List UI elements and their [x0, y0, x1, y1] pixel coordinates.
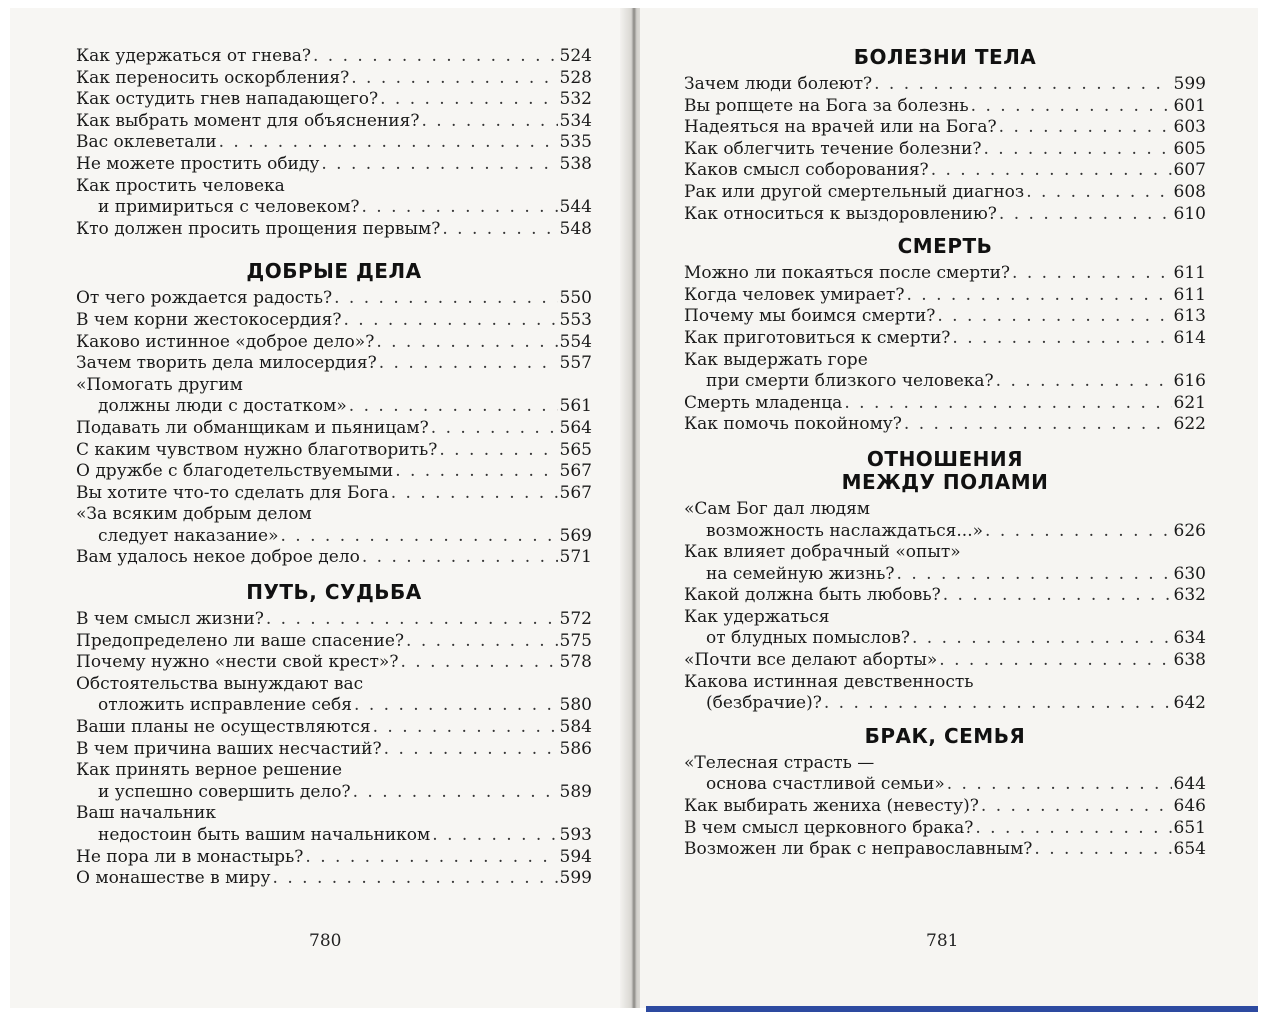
toc-page-number: 561: [559, 396, 592, 417]
leader-dots: [313, 46, 558, 68]
toc-page-number: 622: [1173, 414, 1206, 435]
leader-dots: [361, 197, 557, 219]
toc-page-number: 565: [559, 439, 592, 460]
toc-entry-title: Возможен ли брак с неправославным?: [684, 839, 1033, 860]
toc-entry: [684, 818, 1206, 840]
left-page: [10, 8, 628, 1008]
leader-dots: [442, 219, 557, 241]
toc-entry-title: Рак или другой смертельный диагноз: [684, 181, 1025, 202]
toc-entry-title: Когда человек умирает?: [684, 284, 905, 305]
toc-entry-title: Зачем люди болеют?: [684, 74, 873, 94]
toc-entry-title: Как переносить оскорбления?: [76, 67, 350, 88]
toc-entry-title: В чем смысл жизни?: [76, 609, 264, 630]
toc-page-number: 535: [559, 132, 592, 153]
toc-section: [76, 46, 592, 240]
toc-entry-title: Как облегчить течение болезни?: [684, 138, 982, 159]
toc-entry-row: [684, 74, 1206, 96]
leader-dots: [874, 74, 1171, 96]
toc-entry-title-line: «Телесная страсть —: [684, 752, 875, 773]
toc-entry-row: [76, 353, 592, 375]
toc-entry: [684, 542, 1206, 585]
toc-entry: [76, 868, 592, 890]
toc-page-number: 605: [1173, 138, 1206, 159]
toc-entry: [76, 461, 592, 483]
toc-entry-title: Как приготовиться к смерти?: [684, 327, 951, 348]
toc-page-number: 528: [559, 67, 592, 88]
toc-entry-row: [76, 609, 592, 631]
toc-entry: [76, 609, 592, 631]
toc-entry-title: О монашестве в миру: [76, 868, 271, 889]
toc-page-number: 654: [1173, 839, 1206, 860]
toc-page-number: 567: [559, 461, 592, 482]
toc-entry-title: Вас оклеветали: [76, 132, 217, 153]
toc-page-number: 603: [1173, 117, 1206, 138]
toc-entry: [76, 739, 592, 761]
toc-page-number: 594: [559, 846, 592, 867]
leader-dots: [431, 418, 558, 440]
toc-page-number: 578: [559, 652, 592, 673]
toc-entry-row: [76, 440, 592, 462]
toc-entry: [76, 375, 592, 418]
toc-entry-title-line: Как удержаться: [684, 606, 830, 627]
leader-dots: [391, 483, 558, 505]
toc-entry-row: [684, 285, 1206, 307]
toc-page-number: 569: [559, 525, 592, 546]
toc-entry-row: [684, 160, 1206, 182]
leader-dots: [912, 628, 1172, 650]
toc-entry-row: [684, 328, 1206, 350]
toc-entry-row: [76, 68, 592, 90]
leader-dots: [897, 564, 1172, 586]
toc-entry-title: Каков смысл соборования?: [684, 160, 929, 181]
toc-entry-row: [684, 650, 1206, 672]
toc-entry: [684, 607, 1206, 650]
toc-entry-title: Как остудить гнев нападающего?: [76, 89, 379, 110]
toc-entry-row: [684, 628, 1206, 650]
toc-entry: [76, 288, 592, 310]
toc-entry-title: Как помочь покойному?: [684, 414, 902, 435]
leader-dots: [844, 393, 1171, 415]
toc-page-number: 644: [1173, 774, 1206, 795]
leader-dots: [395, 461, 557, 483]
toc-entry-title: Можно ли покаяться после смерти?: [684, 263, 1011, 284]
toc-page-number: 638: [1173, 650, 1206, 671]
toc-entry-row: [684, 371, 1206, 393]
toc-page-number: 599: [559, 868, 592, 889]
toc-entry-row: [76, 332, 592, 354]
toc-entry-row: [684, 774, 1206, 796]
toc-entry-row: [76, 288, 592, 310]
toc-entry: [684, 204, 1206, 226]
toc-entry-title: недостоин быть вашим начальником: [98, 825, 431, 845]
leader-dots: [975, 818, 1171, 840]
toc-entry: [684, 285, 1206, 307]
toc-entry-title: Зачем творить дела милосердия?: [76, 353, 377, 374]
toc-entry: [76, 132, 592, 154]
toc-page-number: 575: [559, 630, 592, 651]
toc-entry: [76, 547, 592, 569]
toc-entry-title: основа счастливой семьи»: [706, 774, 945, 795]
toc-entry-title: Как относиться к выздоровлению?: [684, 203, 997, 224]
toc-entry-row: [76, 825, 592, 847]
toc-entry-title: От чего рождается радость?: [76, 288, 333, 309]
toc-page-number: 553: [559, 309, 592, 330]
leader-dots: [266, 609, 558, 631]
leader-dots: [384, 739, 558, 761]
toc-page-number: 538: [559, 153, 592, 174]
toc-page-number: 544: [559, 197, 592, 218]
toc-entry-row: [76, 483, 592, 505]
toc-page-number: 572: [559, 609, 592, 630]
toc-entry-row: [76, 717, 592, 739]
leader-dots: [983, 139, 1171, 161]
leader-dots: [1012, 263, 1172, 285]
toc-entry: [76, 111, 592, 133]
section-heading: БОЛЕЗНИ ТЕЛА: [853, 45, 1037, 69]
toc-entry-row: [76, 868, 592, 890]
toc-entry: [76, 717, 592, 739]
leader-dots: [981, 796, 1172, 818]
book-binding-edge: [646, 1006, 1258, 1012]
toc-entry: [684, 672, 1206, 715]
toc-entry-title: О дружбе с благодетельствуемыми: [76, 461, 394, 482]
leader-dots: [400, 652, 557, 674]
section-heading: ПУТЬ, СУДЬБА: [246, 580, 422, 605]
toc-entry: [684, 753, 1206, 796]
leader-dots: [971, 96, 1172, 118]
toc-entry-row: [76, 310, 592, 332]
toc-entry: [684, 306, 1206, 328]
section-heading: ОТНОШЕНИЯ: [866, 446, 1024, 471]
leader-dots: [343, 310, 557, 332]
toc-entry-title: Как выбирать жениха (невесту)?: [684, 796, 979, 817]
toc-page-number: 532: [559, 89, 592, 110]
toc-entry-row: [76, 739, 592, 761]
toc-entry-row: [684, 263, 1206, 285]
leader-dots: [351, 68, 557, 90]
toc-entry-row: [76, 111, 592, 133]
toc-entry-row: [76, 695, 592, 717]
toc-page-number: 608: [1173, 181, 1206, 202]
section-heading: СМЕРТЬ: [897, 234, 993, 259]
toc-page-number: 567: [559, 482, 592, 503]
section-heading-line2: МЕЖДУ ПОЛАМИ: [841, 469, 1049, 494]
toc-entry-title: Каково истинное «доброе дело»?: [76, 331, 375, 352]
leader-dots: [931, 160, 1172, 182]
toc-entry-row: [684, 839, 1206, 861]
toc-entry-title-line: Как принять верное решение: [76, 760, 343, 781]
left-toc-column: [76, 46, 592, 890]
toc-page-number: 614: [1173, 327, 1206, 348]
leader-dots: [985, 521, 1172, 543]
toc-entry-row: [76, 847, 592, 869]
toc-entry-title: следует наказание»: [98, 525, 279, 546]
leader-dots: [321, 154, 557, 176]
toc-entry-title-line: «За всяким добрым делом: [76, 504, 312, 525]
left-page-number: 780: [309, 931, 342, 951]
toc-entry-title: Вы хотите что-то сделать для Бога: [76, 482, 389, 503]
toc-page-number: 548: [559, 218, 592, 239]
toc-entry-row: [684, 117, 1206, 139]
toc-entry-title: Надеяться на врачей или на Бога?: [684, 117, 997, 138]
toc-entry-title: Как выбрать момент для объяснения?: [76, 110, 420, 131]
toc-page-number: 557: [559, 353, 592, 374]
toc-entry: [684, 74, 1206, 96]
toc-entry-title: Почему нужно «нести свой крест»?: [76, 652, 399, 673]
toc-entry: [684, 182, 1206, 204]
toc-entry-row: [76, 219, 592, 241]
toc-section: [684, 448, 1206, 715]
leader-dots: [406, 631, 558, 653]
toc-page-number: 630: [1173, 563, 1206, 584]
toc-entry-row: [76, 46, 592, 68]
leader-dots: [219, 132, 558, 154]
toc-entry-row: [684, 139, 1206, 161]
leader-dots: [349, 396, 558, 418]
toc-entry-row: [684, 818, 1206, 840]
leader-dots: [353, 782, 558, 804]
toc-entry: [76, 68, 592, 90]
toc-entry: [76, 674, 592, 717]
toc-entry-row: [684, 693, 1206, 715]
section-heading: БРАК, СЕМЬЯ: [864, 723, 1026, 748]
toc-page-number: 616: [1173, 371, 1206, 392]
toc-page-number: 601: [1173, 95, 1206, 116]
toc-page-number: 524: [559, 46, 592, 66]
leader-dots: [305, 847, 557, 869]
toc-entry: [684, 139, 1206, 161]
toc-entry-title: Какой должна быть любовь?: [684, 585, 941, 606]
leader-dots: [937, 306, 1171, 328]
toc-entry: [76, 310, 592, 332]
toc-entry-row: [76, 631, 592, 653]
toc-page-number: 611: [1173, 284, 1206, 305]
toc-entry-title: возможность наслаждаться...»: [706, 520, 984, 541]
toc-entry-title-line: Как влияет добрачный «опыт»: [684, 542, 961, 563]
toc-entry: [684, 393, 1206, 415]
toc-entry-row: [76, 89, 592, 111]
toc-entry-row: [76, 197, 592, 219]
toc-section: [76, 581, 592, 890]
toc-entry-title: при смерти близкого человека?: [706, 371, 994, 392]
leader-dots: [1034, 839, 1171, 861]
toc-page-number: 599: [1173, 74, 1206, 94]
leader-dots: [996, 371, 1172, 393]
toc-entry: [684, 650, 1206, 672]
toc-entry: [76, 418, 592, 440]
toc-entry-row: [684, 414, 1206, 436]
toc-entry: [76, 46, 592, 68]
toc-entry-title: Не пора ли в монастырь?: [76, 846, 304, 867]
toc-entry: [684, 350, 1206, 393]
toc-page-number: 621: [1173, 392, 1206, 413]
toc-section: [684, 46, 1206, 225]
toc-entry: [684, 328, 1206, 350]
leader-dots: [273, 868, 558, 890]
toc-entry-row: [76, 132, 592, 154]
toc-entry: [76, 440, 592, 462]
toc-page-number: 550: [559, 288, 592, 309]
toc-entry-row: [684, 585, 1206, 607]
leader-dots: [1026, 182, 1171, 204]
toc-entry-row: [76, 547, 592, 569]
leader-dots: [334, 288, 557, 310]
toc-entry-row: [684, 564, 1206, 586]
leader-dots: [939, 650, 1171, 672]
toc-entry-title: должны люди с достатком»: [98, 396, 347, 417]
toc-entry-title: В чем смысл церковного брака?: [684, 817, 974, 838]
toc-entry-row: [684, 521, 1206, 543]
toc-entry-title-line: Какова истинная девственность: [684, 671, 974, 692]
toc-page-number: 651: [1173, 817, 1206, 838]
toc-section: [684, 235, 1206, 436]
toc-page-number: 571: [559, 547, 592, 568]
toc-entry-row: [76, 652, 592, 674]
toc-entry: [76, 89, 592, 111]
toc-entry-title: Смерть младенца: [684, 392, 843, 413]
toc-page-number: 646: [1173, 796, 1206, 817]
toc-entry-title-line: Как выдержать горе: [684, 349, 868, 370]
toc-entry-title: от блудных помыслов?: [706, 628, 910, 649]
toc-entry: [684, 96, 1206, 118]
toc-entry-row: [684, 96, 1206, 118]
leader-dots: [439, 440, 557, 462]
toc-entry: [76, 847, 592, 869]
toc-entry: [684, 414, 1206, 436]
toc-entry-row: [76, 461, 592, 483]
right-page-number: 781: [926, 931, 959, 951]
toc-page-number: 586: [559, 738, 592, 759]
toc-page-number: 589: [559, 781, 592, 802]
toc-entry-title: Почему мы боимся смерти?: [684, 306, 936, 327]
toc-page-number: 607: [1173, 160, 1206, 181]
toc-entry-title: (безбрачие)?: [706, 693, 822, 714]
toc-entry: [76, 652, 592, 674]
toc-entry-row: [76, 418, 592, 440]
toc-section: [684, 725, 1206, 861]
leader-dots: [943, 585, 1172, 607]
toc-page-number: 632: [1173, 585, 1206, 606]
toc-entry-title: Вам удалось некое доброе дело: [76, 547, 360, 568]
toc-entry: [76, 332, 592, 354]
toc-entry: [684, 499, 1206, 542]
toc-entry-title: отложить исправление себя: [98, 695, 353, 716]
toc-page-number: 626: [1173, 520, 1206, 541]
toc-page-number: 564: [559, 417, 592, 438]
toc-entry: [76, 760, 592, 803]
toc-entry-row: [684, 796, 1206, 818]
leader-dots: [373, 717, 558, 739]
toc-entry-title-line: Ваш начальник: [76, 803, 217, 824]
toc-entry-title: С каким чувством нужно благотворить?: [76, 439, 438, 460]
toc-entry: [76, 353, 592, 375]
leader-dots: [824, 693, 1172, 715]
toc-entry-title: В чем корни жестокосердия?: [76, 309, 342, 330]
toc-entry-title: «Почти все делают аборты»: [684, 650, 938, 671]
toc-page-number: 610: [1173, 203, 1206, 224]
toc-entry-row: [684, 393, 1206, 415]
toc-entry-title: Ваши планы не осуществляются: [76, 717, 371, 738]
toc-entry: [76, 483, 592, 505]
toc-entry-title: Как удержаться от гнева?: [76, 46, 311, 66]
toc-entry: [76, 176, 592, 219]
toc-entry-row: [684, 204, 1206, 226]
toc-entry-row: [76, 154, 592, 176]
toc-entry-title-line: Обстоятельства вынуждают вас: [76, 673, 364, 694]
toc-page-number: 613: [1173, 306, 1206, 327]
toc-entry: [76, 219, 592, 241]
toc-entry: [76, 504, 592, 547]
toc-entry-title: Подавать ли обманщикам и пьяницам?: [76, 417, 429, 438]
toc-page-number: 554: [559, 331, 592, 352]
toc-entry: [76, 631, 592, 653]
toc-entry-title-line: Как простить человека: [76, 175, 285, 196]
toc-entry-title: Не можете простить обиду: [76, 153, 320, 174]
leader-dots: [354, 695, 558, 717]
toc-page-number: 611: [1173, 263, 1206, 284]
leader-dots: [904, 414, 1172, 436]
toc-page-number: 642: [1173, 693, 1206, 714]
toc-entry-title: и примириться с человеком?: [98, 197, 360, 218]
leader-dots: [999, 204, 1172, 226]
toc-entry-row: [76, 526, 592, 548]
leader-dots: [380, 89, 557, 111]
toc-entry-title: Предопределено ли ваше спасение?: [76, 630, 405, 651]
toc-entry-title: В чем причина ваших несчастий?: [76, 738, 382, 759]
toc-entry-title: Кто должен просить прощения первым?: [76, 218, 441, 239]
toc-entry-title: и успешно совершить дело?: [98, 781, 351, 802]
toc-page-number: 584: [559, 717, 592, 738]
toc-entry: [684, 263, 1206, 285]
toc-page-number: 634: [1173, 628, 1206, 649]
leader-dots: [379, 353, 558, 375]
leader-dots: [999, 117, 1172, 139]
toc-entry: [684, 585, 1206, 607]
leader-dots: [906, 285, 1171, 307]
leader-dots: [432, 825, 557, 847]
toc-entry: [684, 117, 1206, 139]
leader-dots: [421, 111, 557, 133]
toc-entry: [684, 839, 1206, 861]
toc-page-number: 580: [559, 695, 592, 716]
toc-entry-row: [76, 782, 592, 804]
toc-entry-row: [684, 306, 1206, 328]
toc-entry: [684, 796, 1206, 818]
toc-entry: [684, 160, 1206, 182]
toc-page-number: 534: [559, 110, 592, 131]
leader-dots: [952, 328, 1171, 350]
toc-entry-row: [76, 396, 592, 418]
toc-entry: [76, 154, 592, 176]
toc-entry-title-line: «Сам Бог дал людям: [684, 498, 871, 519]
leader-dots: [362, 547, 558, 569]
toc-section: [76, 260, 592, 569]
right-page: [640, 8, 1258, 1008]
toc-entry-title-line: «Помогать другим: [76, 374, 243, 395]
leader-dots: [376, 332, 557, 354]
toc-entry-title: Вы ропщете на Бога за болезнь: [684, 95, 969, 116]
section-heading: ДОБРЫЕ ДЕЛА: [246, 259, 422, 284]
leader-dots: [280, 526, 557, 548]
leader-dots: [947, 774, 1172, 796]
toc-page-number: 593: [559, 825, 592, 845]
toc-entry-title: на семейную жизнь?: [706, 563, 895, 584]
toc-entry: [76, 803, 592, 846]
toc-entry-row: [684, 182, 1206, 204]
right-toc-column: [684, 46, 1206, 861]
